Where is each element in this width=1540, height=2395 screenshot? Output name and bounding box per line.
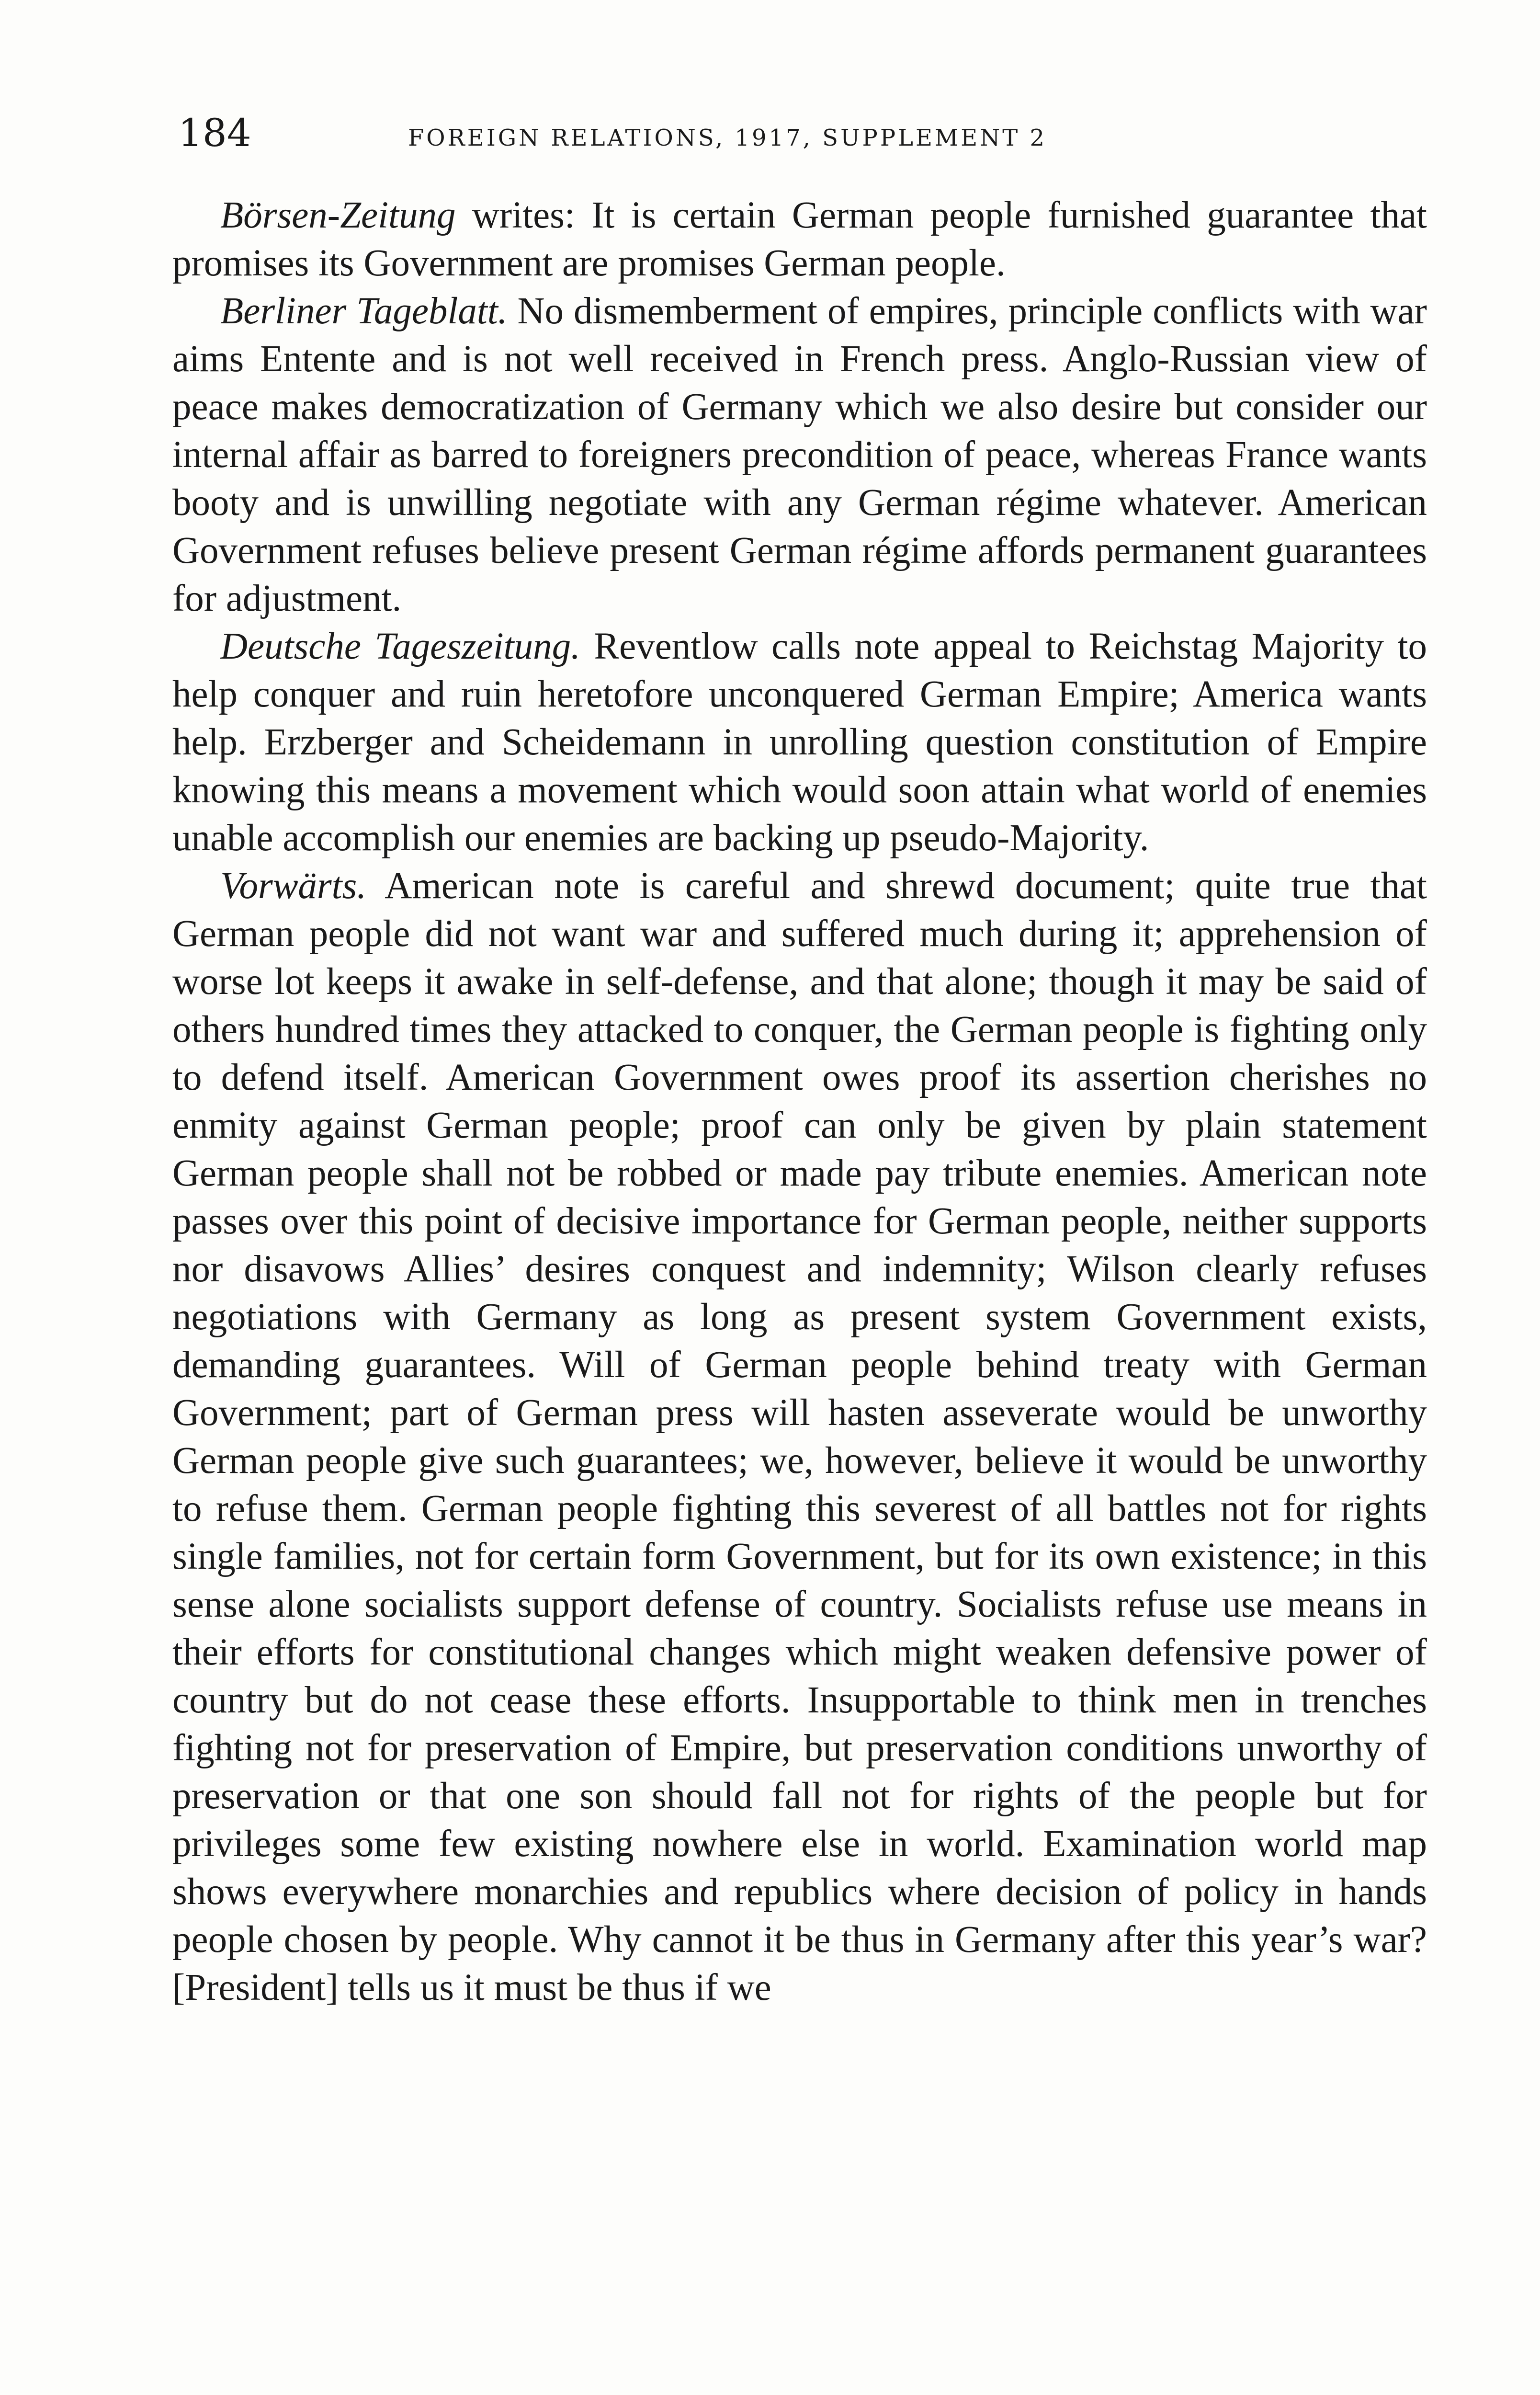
paragraph-borsen-zeitung [172,192,1427,287]
source-name: Börsen-Zeitung [220,194,456,236]
paragraph-text: writes: It is certain German people furnished guarantee that promises its Government are promises German people. [172,194,1427,284]
source-name: Deutsche Tageszeitung. [220,626,580,667]
paragraph-text: American note is careful and shrewd document; quite true that German people did not want war and suffered much during it; apprehension of worse lot keeps it awake in self-defense, and that alone; though it may be said of others hundred times they attacked to conquer, the German people is fighting only to defend itself. American Government owes proof its assertion cherishes no enmity against German people; proof can only be given by plain statement German people shall not be robbed or made pay tribute enemies. American note passes over this point of decisive importance for German people, neither supports nor disavows Allies’ desires conquest and indemnity; Wilson clearly refuses negotiations with Germany as long as present system Government exists, demanding guarantees. Will of German people behind treaty with German Government; part of German press will hasten asseverate would be unworthy German people give such guarantees; we, however, believe it would be unworthy to refuse them. German people fighting this severest of all battles not for rights single families, not for certain form Government, but for its own existence; in this sense alone socialists support defense of country. Socialists refuse use means in their efforts for constitutional changes which might weaken defensive power of country but do not cease these efforts. Insupportable to think men in trenches fighting not for preservation of Empire, but preservation conditions unworthy of preservation or that one son should fall not for rights of the people but for privileges some few existing nowhere else in world. Examination world map shows everywhere monarchies and republics where decision of policy in hands people chosen by people. Why cannot it be thus in Germany after this year’s war? [President] tells us it must be thus if we [172,865,1427,2008]
paragraph-text: No dismemberment of empires, principle conflicts with war aims Entente and is not well received in French press. Anglo-Russian view of peace makes democratization of Germany which we also desire but consider our internal affair as barred to foreigners precondition of peace, whereas France wants booty and is unwilling negotiate with any German régime whatever. American Government refuses believe present German régime affords permanent guarantees for adjustment. [172,290,1427,619]
paragraph-berliner-tageblatt [172,287,1427,623]
running-title: FOREIGN RELATIONS, 1917, SUPPLEMENT 2 [408,125,1047,151]
paragraph-vorwarts [172,862,1427,2012]
page-number: 184 [178,111,251,155]
paragraph-text: Reventlow calls note appeal to Reichstag Majority to help conquer and ruin heretofore unconquered German Empire; America wants help. Erzberger and Scheidemann in unrolling question constitution of Empire knowing this means a movement which would soon attain what world of enemies unable accomplish our enemies are backing up pseudo-Majority. [172,626,1427,859]
paragraph-deutsche-tageszeitung [172,623,1427,862]
source-name: Berliner Tageblatt. [220,290,508,332]
source-name: Vorwärts. [220,865,367,907]
page-header [178,111,1433,167]
document-body [172,192,1427,2012]
